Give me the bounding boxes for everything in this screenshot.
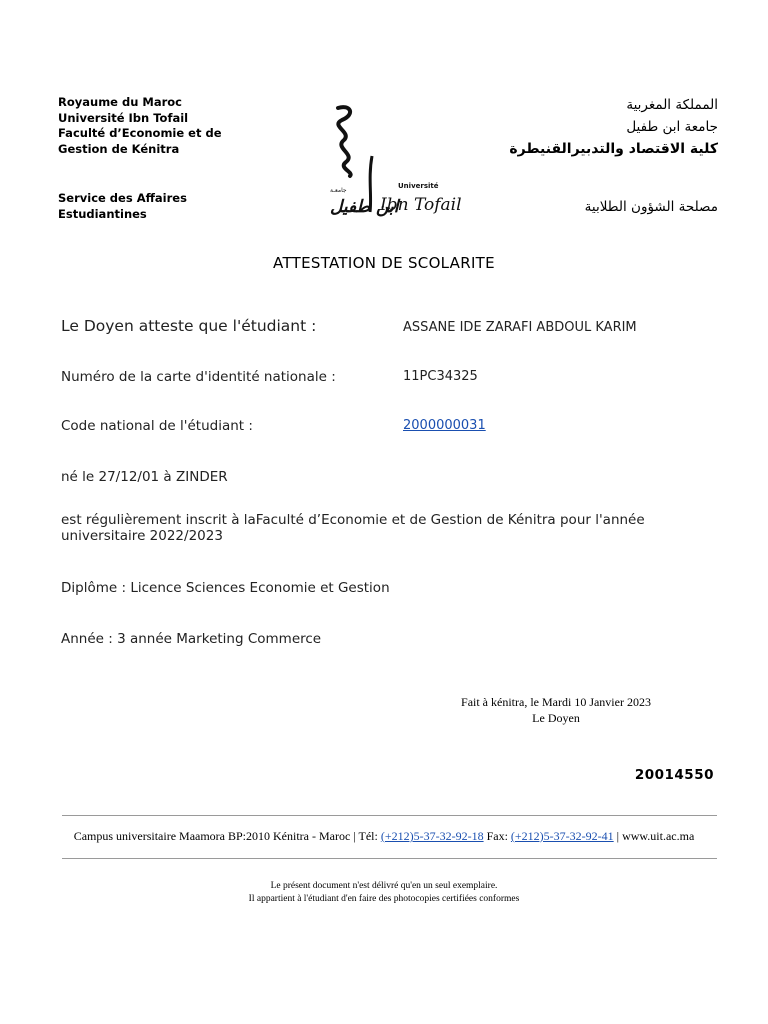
- service-label-line1: Service des Affaires: [58, 191, 187, 205]
- kingdom-label: Royaume du Maroc: [58, 95, 183, 109]
- place-date-line: Fait à kénitra, le Mardi 10 Janvier 2023: [461, 695, 651, 709]
- logo-latin-small: Université: [398, 182, 439, 190]
- service-block: [58, 191, 187, 222]
- university-label: Université Ibn Tofail: [58, 110, 189, 125]
- footer-address: Campus universitaire Maamora BP:2010 Kénitra - Maroc | Tél:: [73, 829, 381, 843]
- institution-block: [58, 95, 222, 157]
- footer-bottom-rule: [62, 858, 717, 859]
- student-name-value: ASSANE IDE ZARAFI ABDOUL KARIM: [403, 320, 637, 335]
- institution-block-arabic: [509, 94, 718, 160]
- faculty-label-arabic: كلية الاقتصاد والتدبيرالقنيطرة: [509, 141, 718, 157]
- cin-label: Numéro de la carte d'identité nationale :: [61, 369, 336, 385]
- faculty-label-line1: Faculté d’Economie et de: [58, 126, 222, 140]
- service-label-line2: Estudiantines: [58, 206, 147, 221]
- footer-tel-link[interactable]: (+212)5-37-32-92-18: [380, 829, 484, 843]
- annee-line: Année : 3 année Marketing Commerce: [61, 631, 322, 647]
- logo-latin-name: Ibn Tofail: [380, 195, 462, 215]
- student-code-label: Code national de l'étudiant :: [61, 418, 253, 434]
- footer-contact: [0, 829, 768, 844]
- disclaimer-line1: Le présent document n'est délivré qu'en un seul exemplaire.: [270, 881, 498, 891]
- student-code-link[interactable]: 2000000031: [403, 418, 486, 433]
- diplome-line: Diplôme : Licence Sciences Economie et Gestion: [61, 580, 390, 596]
- doyen-statement-label: Le Doyen atteste que l'étudiant :: [61, 317, 317, 335]
- kingdom-label-arabic: المملكة المغربية: [626, 97, 718, 113]
- university-label-arabic: جامعة ابن طفيل: [626, 119, 718, 135]
- inscription-line2: universitaire 2022/2023: [61, 528, 223, 544]
- cin-value: 11PC34325: [403, 369, 478, 384]
- inscription-paragraph: [61, 512, 721, 544]
- logo-arabic-name: ابن طفيل: [330, 197, 399, 217]
- disclaimer-note: [0, 880, 768, 906]
- footer-website: | www.uit.ac.ma: [613, 829, 695, 843]
- signature-block: [400, 694, 712, 726]
- faculty-label-line2: Gestion de Kénitra: [58, 141, 180, 156]
- document-title: ATTESTATION DE SCOLARITE: [273, 254, 495, 272]
- document-number: 20014550: [634, 767, 714, 783]
- birth-line: né le 27/12/01 à ZINDER: [61, 469, 228, 485]
- service-label-arabic: مصلحة الشؤون الطلابية: [584, 199, 718, 215]
- logo-arabic-small: جامعـة: [330, 187, 347, 194]
- doyen-signature-label: Le Doyen: [532, 711, 580, 725]
- footer-fax-label: Fax:: [483, 829, 511, 843]
- university-logo: [328, 100, 462, 222]
- disclaimer-line2: Il appartient à l'étudiant d'en faire des photocopies certifiées conformes: [248, 894, 520, 904]
- footer-fax-link[interactable]: (+212)5-37-32-92-41: [510, 829, 614, 843]
- university-logo-graphic: [328, 100, 462, 222]
- footer-top-rule: [62, 815, 717, 816]
- inscription-line1: est régulièrement inscrit à laFaculté d’Economie et de Gestion de Kénitra pour l'année: [61, 512, 645, 528]
